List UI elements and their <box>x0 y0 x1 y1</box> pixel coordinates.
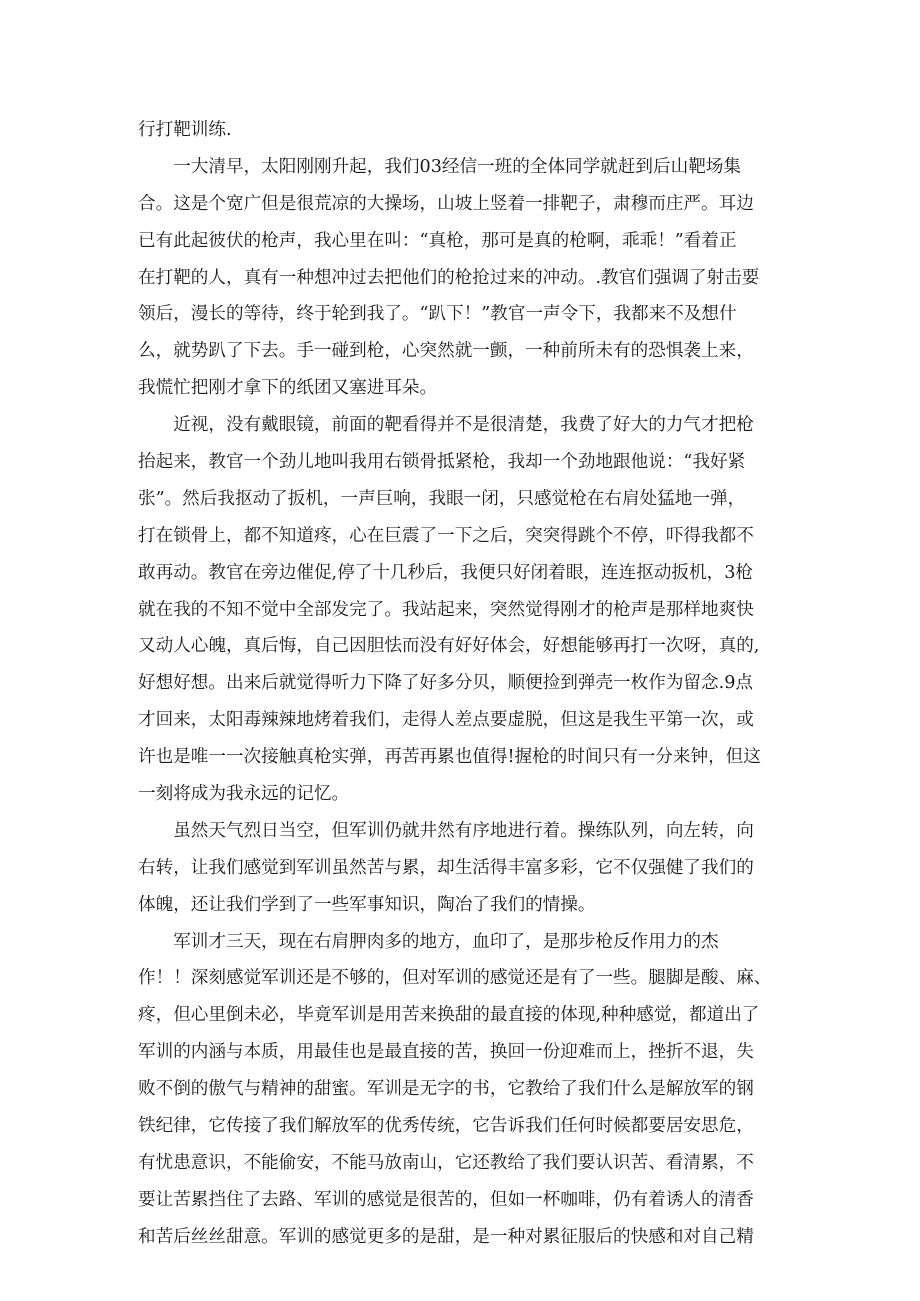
paragraph-morning-shooting-range <box>138 149 794 407</box>
text-line: 才回来，太阳毒辣辣地烤着我们，走得人差点要虚脱，但这是我生平第一次，或 <box>138 710 754 731</box>
paragraph-intro-tail <box>138 112 794 149</box>
text-line: 右转，让我们感觉到军训虽然苦与累，却生活得丰富多彩，它不仅强健了我们的 <box>138 857 754 878</box>
text-line: 么，就势趴了下去。手一碰到枪，心突然就一颤，一种前所未有的恐惧袭上来， <box>138 341 754 362</box>
paragraph-drill-formation <box>138 813 794 924</box>
text-line: 就在我的不知不觉中全部发完了。我站起来，突然觉得刚才的枪声是那样地爽快 <box>138 599 754 620</box>
text-line: 一大清早，太阳刚刚升起，我们03经信一班的全体同学就赶到后山靶场集 <box>138 156 741 177</box>
text-line: 领后，漫长的等待，终于轮到我了。“趴下！”教官一声令下，我都来不及想什 <box>138 304 737 325</box>
text-line: 和苦后丝丝甜意。军训的感觉更多的是甜，是一种对累征服后的快感和对自己精 <box>138 1226 754 1247</box>
text-line: 我慌忙把刚才拿下的纸团又塞进耳朵。 <box>138 378 438 399</box>
text-line: 近视，没有戴眼镜，前面的靶看得并不是很清楚，我费了好大的力气才把枪 <box>138 415 754 436</box>
paragraph-three-days-reflection <box>138 924 794 1256</box>
text-line: 又动人心魄，真后悔，自己因胆怯而没有好好体会，好想能够再打一次呀，真的, <box>138 636 760 657</box>
text-line: 一刻将成为我永远的记忆。 <box>138 784 350 805</box>
text-line: 许也是唯一一次接触真枪实弹，再苦再累也值得!握枪的时间只有一分来钟，但这 <box>138 747 761 768</box>
text-line: 虽然天气烈日当空，但军训仍就井然有序地进行着。操练队列，向左转，向 <box>138 820 754 841</box>
paragraph-firing-experience <box>138 407 794 813</box>
text-line: 军训才三天，现在右肩胛肉多的地方，血印了，是那步枪反作用力的杰 <box>138 931 719 952</box>
text-line: 合。这是个宽广但是很荒凉的大操场，山坡上竖着一排靶子，肃穆而庄严。耳边 <box>138 193 754 214</box>
text-line: 要让苦累挡住了去路、军训的感觉是很苦的，但如一杯咖啡，仍有着诱人的清香 <box>138 1189 754 1210</box>
text-line: 行打靶训练. <box>138 120 232 140</box>
document-body <box>138 112 794 1256</box>
text-line: 铁纪律，它传接了我们解放军的优秀传统，它告诉我们任何时候都要居安思危， <box>138 1116 754 1137</box>
text-line: 败不倒的傲气与精神的甜蜜。军训是无字的书，它教给了我们什么是解放军的钢 <box>138 1079 754 1100</box>
text-line: 有忧患意识，不能偷安，不能马放南山，它还教给了我们要认识苦、看清累，不 <box>138 1152 754 1173</box>
text-line: 打在锁骨上，都不知道疼，心在巨震了一下之后，突突得跳个不停，吓得我都不 <box>138 525 754 546</box>
text-line: 敢再动。教官在旁边催促,停了十几秒后，我便只好闭着眼，连连抠动扳机，3枪 <box>138 562 753 583</box>
text-line: 好想好想。出来后就觉得听力下降了好多分贝，顺便捡到弹壳一枚作为留念.9点 <box>138 673 753 694</box>
text-line: 军训的内涵与本质，用最佳也是最直接的苦，换回一份迎难而上，挫折不退，失 <box>138 1042 754 1063</box>
text-line: 疼，但心里倒未必，毕竟军训是用苦来换甜的最直接的体现,种种感觉，都道出了 <box>138 1005 760 1026</box>
text-line: 张”。然后我抠动了扳机，一声巨响，我眼一闭，只感觉枪在右肩处猛地一弹， <box>138 488 746 509</box>
text-line: 体魄，还让我们学到了一些军事知识，陶冶了我们的情操。 <box>138 894 596 915</box>
text-line: 作！！深刻感觉军训还是不够的，但对军训的感觉还是有了一些。腿脚是酸、麻、 <box>138 968 772 989</box>
text-line: 抬起来，教官一个劲儿地叫我用右锁骨抵紧枪，我却一个劲地跟他说：“我好紧 <box>138 452 746 473</box>
text-line: 已有此起彼伏的枪声，我心里在叫：“真枪，那可是真的枪啊，乖乖！”看着正 <box>138 230 737 251</box>
text-line: 在打靶的人，真有一种想冲过去把他们的枪抢过来的冲动。.教官们强调了射击要 <box>138 267 760 288</box>
